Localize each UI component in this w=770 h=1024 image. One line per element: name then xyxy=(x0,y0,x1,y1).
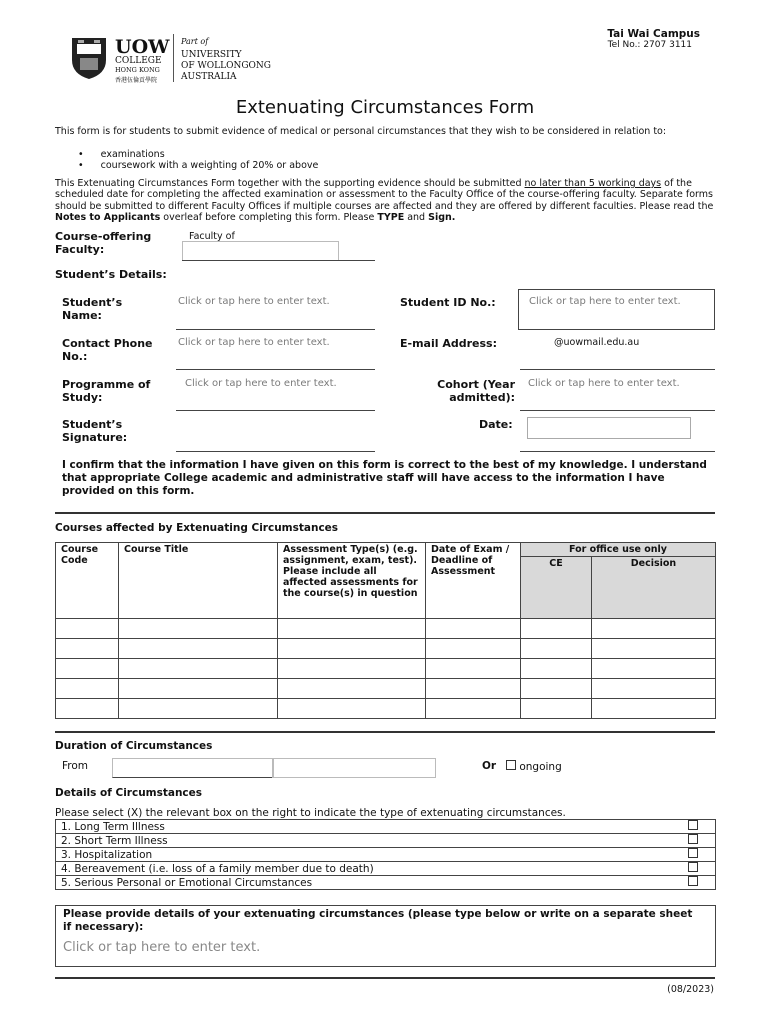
section-divider-2 xyxy=(55,731,715,733)
email-underline xyxy=(520,369,715,370)
details-heading: Details of Circumstances xyxy=(55,787,203,799)
provide-details-label: Please provide details of your extenuating circumstances (please type below or write on a separate sheet if necessary): xyxy=(63,908,693,933)
duration-from-label: From xyxy=(62,760,89,772)
list-item: 1. Long Term Illness xyxy=(56,820,716,834)
crest-icon xyxy=(70,34,108,80)
logo-uni-line2: OF WOLLONGONG xyxy=(181,61,271,71)
logo-uni-line3: AUSTRALIA xyxy=(181,72,237,82)
provide-details-input[interactable]: Click or tap here to enter text. xyxy=(63,940,261,955)
programme-label: Programme of Study: xyxy=(62,378,151,404)
circumstance-checkbox[interactable] xyxy=(688,862,698,872)
intro-text: This form is for students to submit evidence of medical or personal circumstances that they wish to be considered in relation to: xyxy=(55,126,667,137)
col-office-use: For office use only xyxy=(521,543,716,557)
col-decision: Decision xyxy=(592,557,716,619)
duration-from-input[interactable] xyxy=(112,758,274,778)
list-item: 5. Serious Personal or Emotional Circumstances xyxy=(56,876,716,890)
circumstance-checkbox[interactable] xyxy=(688,848,698,858)
logo-uow-text: UOW xyxy=(115,36,170,58)
ongoing-label: ongoing xyxy=(519,761,562,773)
list-item: 2. Short Term Illness xyxy=(56,834,716,848)
col-course-code: Course Code xyxy=(56,543,119,619)
uow-logo xyxy=(70,34,285,84)
section-divider-1 xyxy=(55,512,715,514)
campus-tel: Tel No.: 2707 3111 xyxy=(607,40,692,50)
ongoing-checkbox[interactable] xyxy=(506,760,516,770)
date-underline xyxy=(520,451,715,452)
student-id-label: Student ID No.: xyxy=(400,296,496,309)
circumstances-list xyxy=(55,819,716,890)
logo-uni-line1: UNIVERSITY xyxy=(181,50,242,60)
cohort-underline xyxy=(520,410,715,411)
signature-underline[interactable] xyxy=(176,451,375,452)
student-name-label: Student’s Name: xyxy=(62,296,123,322)
confirmation-text: I confirm that the information I have given on this form is correct to the best of my knowledge. I understand that appropriate College academic and administrative staff will have access to the information I have provided on this form. xyxy=(62,459,707,497)
courses-heading: Courses affected by Extenuating Circumstances xyxy=(55,522,339,534)
faculty-underline xyxy=(182,260,375,261)
logo-hongkong-text: HONG KONG xyxy=(115,66,160,74)
intro-bullet-1: • examinations xyxy=(78,149,165,160)
cohort-label: Cohort (Year admitted): xyxy=(437,378,515,404)
programme-input[interactable]: Click or tap here to enter text. xyxy=(185,378,337,389)
students-details-heading: Student’s Details: xyxy=(55,268,167,281)
circumstance-checkbox[interactable] xyxy=(688,834,698,844)
duration-to-input[interactable] xyxy=(272,758,436,778)
section-divider-3 xyxy=(55,977,715,979)
ongoing-option[interactable] xyxy=(506,760,562,773)
page-title: Extenuating Circumstances Form xyxy=(235,97,535,118)
col-course-title: Course Title xyxy=(119,543,278,619)
date-input[interactable] xyxy=(527,417,691,439)
faculty-input[interactable] xyxy=(182,241,339,261)
list-item: 4. Bereavement (i.e. loss of a family member due to death) xyxy=(56,862,716,876)
email-input[interactable]: @uowmail.edu.au xyxy=(554,337,640,348)
programme-underline xyxy=(176,410,375,411)
contact-phone-label: Contact Phone No.: xyxy=(62,337,153,363)
col-date: Date of Exam / Deadline of Assessment xyxy=(426,543,521,619)
table-row xyxy=(56,679,716,699)
col-ce: CE xyxy=(521,557,592,619)
courses-table xyxy=(55,542,716,719)
details-instruction: Please select (X) the relevant box on the right to indicate the type of extenuating circumstances. xyxy=(55,807,566,819)
table-row xyxy=(56,699,716,719)
duration-or-label: Or xyxy=(482,760,497,772)
email-label: E-mail Address: xyxy=(400,337,497,350)
logo-college-text: COLLEGE xyxy=(115,56,162,66)
circumstance-checkbox[interactable] xyxy=(688,876,698,886)
faculty-label: Course-offering Faculty: xyxy=(55,230,152,256)
col-assessment-type: Assessment Type(s) (e.g. assignment, exam, test). Please include all affected assessments for the course(s) in question xyxy=(278,543,426,619)
date-label: Date: xyxy=(479,418,513,431)
table-row xyxy=(56,639,716,659)
duration-heading: Duration of Circumstances xyxy=(55,740,213,752)
list-item: 3. Hospitalization xyxy=(56,848,716,862)
logo-divider xyxy=(173,34,174,82)
intro-bullet-2: • coursework with a weighting of 20% or above xyxy=(78,160,319,171)
contact-phone-underline xyxy=(176,369,375,370)
logo-chinese-text: 香港伍倫貢學院 xyxy=(115,77,158,84)
intro-paragraph-2: This Extenuating Circumstances Form together with the supporting evidence should be submitted no later than 5 working days of the scheduled date for completing the affected examination or assessment to the Faculty Office of the course-offering faculty. Separate forms should be submitted to different Faculty Offices if multiple courses are affected and they are offered by different faculties. Please read the Notes to Applicants overleaf before completing this form. Please TYPE and Sign. xyxy=(55,178,714,223)
table-row xyxy=(56,619,716,639)
campus-name: Tai Wai Campus xyxy=(607,28,700,40)
student-name-underline xyxy=(176,329,375,330)
student-name-input[interactable]: Click or tap here to enter text. xyxy=(178,296,330,307)
faculty-value: Faculty of xyxy=(189,231,235,242)
provide-details-box xyxy=(55,905,716,967)
contact-phone-input[interactable]: Click or tap here to enter text. xyxy=(178,337,330,348)
table-row xyxy=(56,659,716,679)
cohort-input[interactable]: Click or tap here to enter text. xyxy=(528,378,680,389)
logo-partof-text: Part of xyxy=(181,37,209,46)
form-version: (08/2023) xyxy=(667,984,714,995)
student-id-input[interactable]: Click or tap here to enter text. xyxy=(518,289,715,330)
circumstance-checkbox[interactable] xyxy=(688,820,698,830)
signature-label: Student’s Signature: xyxy=(62,418,128,444)
